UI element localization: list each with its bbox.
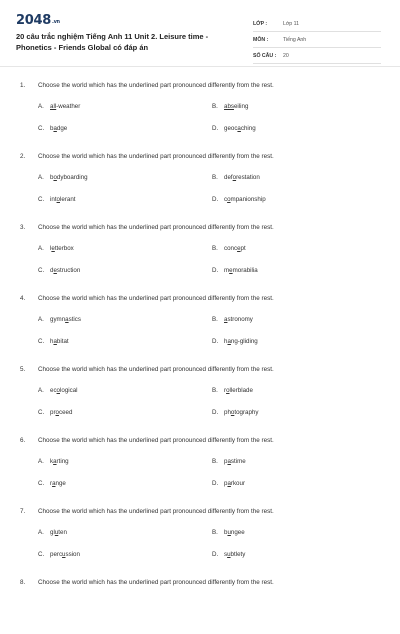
option-text-pre: b <box>50 174 54 181</box>
option-key: C. <box>38 267 45 274</box>
question-text: Choose the world which has the underlined part pronounced differently from the rest. <box>38 437 274 444</box>
option-text-pre: gymn <box>50 316 66 323</box>
question-stem <box>20 437 390 444</box>
answer-option-c[interactable] <box>38 551 80 558</box>
option-text-pre: b <box>224 529 228 536</box>
answer-option-a[interactable] <box>38 103 80 110</box>
question-list <box>0 66 400 634</box>
option-key: D. <box>212 267 219 274</box>
option-text-post: stime <box>230 458 246 465</box>
option-key: D. <box>212 125 219 132</box>
option-underlined-part: u <box>227 551 231 558</box>
option-underlined-part: a <box>52 480 56 487</box>
meta-grade-row <box>253 16 381 32</box>
answer-option-b[interactable] <box>212 316 253 323</box>
question-number: 5. <box>20 366 26 373</box>
meta-count-row <box>253 48 381 64</box>
answer-option-b[interactable] <box>212 458 246 465</box>
option-text-post: tography <box>234 409 259 416</box>
answer-option-b[interactable] <box>212 174 260 181</box>
site-logo[interactable] <box>16 13 60 28</box>
option-text-pre: int <box>50 196 57 203</box>
answer-option-c[interactable] <box>38 196 75 203</box>
option-underlined-part: o <box>55 409 59 416</box>
option-key: A. <box>38 529 44 536</box>
option-key: B. <box>212 245 218 252</box>
option-underlined-part: o <box>53 174 57 181</box>
answer-option-d[interactable] <box>212 480 245 487</box>
option-underlined-part: u <box>62 551 66 558</box>
option-text-post: dyboarding <box>56 174 88 181</box>
option-key: D. <box>212 480 219 487</box>
option-underlined-part: u <box>54 529 59 536</box>
option-underlined-part: a <box>53 125 57 132</box>
answer-option-a[interactable] <box>38 316 81 323</box>
option-text-post: -weather <box>56 103 81 110</box>
question-7 <box>0 492 400 563</box>
question-2 <box>0 137 400 208</box>
option-key: B. <box>212 387 218 394</box>
question-text: Choose the world which has the underlined part pronounced differently from the rest. <box>38 366 274 373</box>
answer-option-d[interactable] <box>212 196 266 203</box>
answer-option-b[interactable] <box>212 103 248 110</box>
option-text-post: llerblade <box>229 387 253 394</box>
answer-option-d[interactable] <box>212 409 258 416</box>
option-key: D. <box>212 338 219 345</box>
meta-count-value: 20 <box>283 52 289 59</box>
option-text-post: bitat <box>56 338 69 345</box>
question-number: 4. <box>20 295 26 302</box>
option-key: A. <box>38 245 44 252</box>
answer-option-a[interactable] <box>38 458 69 465</box>
option-underlined-part: abs <box>224 103 234 110</box>
answer-option-b[interactable] <box>212 245 246 252</box>
option-text-pre: k <box>50 458 54 465</box>
question-8 <box>0 563 400 634</box>
document-meta <box>253 16 381 64</box>
meta-count-label: SỐ CÂU : <box>253 52 277 59</box>
option-underlined-part: a <box>53 338 57 345</box>
question-4 <box>0 279 400 350</box>
option-text-pre: ec <box>50 387 57 394</box>
question-stem <box>20 295 390 302</box>
option-text-post: rting <box>56 458 69 465</box>
meta-subject-value: Tiếng Anh <box>283 36 307 43</box>
option-underlined-part: a <box>227 480 231 487</box>
option-key: B. <box>212 316 218 323</box>
meta-grade-value: Lớp 11 <box>283 20 299 27</box>
option-key: A. <box>38 458 44 465</box>
option-key: A. <box>38 316 44 323</box>
option-underlined-part: all <box>50 103 57 110</box>
option-text-pre: r <box>224 387 227 394</box>
answer-option-c[interactable] <box>38 409 72 416</box>
answer-option-a[interactable] <box>38 387 78 394</box>
option-underlined-part: o <box>230 409 235 416</box>
question-number: 3. <box>20 224 26 231</box>
option-key: A. <box>38 387 44 394</box>
option-key: C. <box>38 551 45 558</box>
question-number: 1. <box>20 82 26 89</box>
question-stem <box>20 224 390 231</box>
option-key: C. <box>38 196 45 203</box>
option-underlined-part: a <box>227 458 231 465</box>
option-underlined-part: a <box>53 458 57 465</box>
question-number: 7. <box>20 508 26 515</box>
option-key: B. <box>212 529 218 536</box>
option-text-pre: c <box>224 196 228 203</box>
option-text-pre: l <box>50 245 52 252</box>
option-underlined-part: e <box>229 267 233 274</box>
document-header <box>0 0 400 66</box>
question-text: Choose the world which has the underlined part pronounced differently from the rest. <box>38 579 274 586</box>
option-key: B. <box>212 458 218 465</box>
option-underlined-part: a <box>224 316 228 323</box>
answer-option-c[interactable] <box>38 480 66 487</box>
option-underlined-part: a <box>65 316 69 323</box>
option-text-pre: b <box>50 125 54 132</box>
option-underlined-part: o <box>227 196 231 203</box>
meta-subject-row <box>253 32 381 48</box>
option-text-post: nge <box>55 480 66 487</box>
option-text-post: rkour <box>230 480 246 487</box>
answer-option-c[interactable] <box>38 338 69 345</box>
question-text: Choose the world which has the underlined part pronounced differently from the rest. <box>38 508 274 515</box>
meta-subject-label: MÔN : <box>253 36 269 43</box>
option-text-post: ngee <box>230 529 245 536</box>
option-text-pre: perc <box>50 551 63 558</box>
option-text-post: btlety <box>230 551 246 558</box>
answer-option-c[interactable] <box>38 267 80 274</box>
answer-option-d[interactable] <box>212 338 258 345</box>
meta-grade-label: LỚP : <box>253 20 268 27</box>
answer-option-b[interactable] <box>212 529 245 536</box>
option-key: C. <box>38 409 45 416</box>
option-text-post: mpanionship <box>230 196 266 203</box>
option-text-post: stics <box>68 316 81 323</box>
question-stem <box>20 366 390 373</box>
option-key: B. <box>212 103 218 110</box>
option-key: D. <box>212 409 219 416</box>
option-underlined-part: o <box>232 174 237 181</box>
answer-option-a[interactable] <box>38 529 67 536</box>
option-text-post: ssion <box>65 551 80 558</box>
option-text-pre: pr <box>50 409 56 416</box>
option-text-post: eiling <box>233 103 249 110</box>
option-text-post: ceed <box>58 409 73 416</box>
option-underlined-part: o <box>56 387 60 394</box>
option-underlined-part: o <box>226 387 230 394</box>
question-number: 8. <box>20 579 26 586</box>
option-text-pre: s <box>224 551 228 558</box>
option-text-post: ching <box>240 125 256 132</box>
question-1 <box>0 66 400 137</box>
answer-option-d[interactable] <box>212 125 256 132</box>
option-key: B. <box>212 174 218 181</box>
answer-option-c[interactable] <box>38 125 67 132</box>
option-text-pre: conc <box>224 245 238 252</box>
option-text-pre: geoc <box>224 125 238 132</box>
option-underlined-part: e <box>51 245 55 252</box>
answer-option-b[interactable] <box>212 387 253 394</box>
logo-suffix: .vn <box>51 19 60 25</box>
option-text-post: morabilia <box>232 267 258 274</box>
option-underlined-part: u <box>227 529 231 536</box>
option-text-pre: m <box>224 267 230 274</box>
option-text-pre: def <box>224 174 233 181</box>
option-text-post: struction <box>56 267 81 274</box>
option-text-pre: h <box>50 338 54 345</box>
option-key: A. <box>38 174 44 181</box>
option-text-pre: gl <box>50 529 55 536</box>
option-text-post: dge <box>56 125 68 132</box>
question-number: 6. <box>20 437 26 444</box>
question-number: 2. <box>20 153 26 160</box>
option-text-pre: p <box>224 458 228 465</box>
option-text-post: tterbox <box>54 245 74 252</box>
option-text-post: ten <box>58 529 67 536</box>
question-text: Choose the world which has the underlined part pronounced differently from the rest. <box>38 295 274 302</box>
option-text-post: stronomy <box>227 316 253 323</box>
option-key: D. <box>212 196 219 203</box>
option-text-post: lerant <box>60 196 76 203</box>
option-text-pre: h <box>224 338 228 345</box>
option-underlined-part: e <box>237 245 241 252</box>
answer-option-a[interactable] <box>38 245 74 252</box>
option-key: D. <box>212 551 219 558</box>
option-text-post: restation <box>236 174 260 181</box>
option-text-pre: r <box>50 480 53 487</box>
option-text-pre: p <box>224 480 228 487</box>
question-6 <box>0 421 400 492</box>
question-5 <box>0 350 400 421</box>
option-underlined-part: e <box>53 267 57 274</box>
question-stem <box>20 508 390 515</box>
question-stem <box>20 579 390 586</box>
option-key: C. <box>38 338 45 345</box>
question-text: Choose the world which has the underlined part pronounced differently from the rest. <box>38 224 274 231</box>
question-text: Choose the world which has the underlined part pronounced differently from the rest. <box>38 153 274 160</box>
question-3 <box>0 208 400 279</box>
option-text-post: ng-gliding <box>230 338 258 345</box>
option-key: C. <box>38 480 45 487</box>
option-text-post: pt <box>240 245 246 252</box>
option-text-pre: ph <box>224 409 231 416</box>
answer-option-a[interactable] <box>38 174 88 181</box>
question-stem <box>20 153 390 160</box>
logo-text: 2048 <box>16 13 51 28</box>
question-text: Choose the world which has the underlined part pronounced differently from the rest. <box>38 82 274 89</box>
option-key: A. <box>38 103 44 110</box>
answer-option-d[interactable] <box>212 267 258 274</box>
option-key: C. <box>38 125 45 132</box>
answer-option-d[interactable] <box>212 551 245 558</box>
question-stem <box>20 82 390 89</box>
option-text-post: logical <box>60 387 78 394</box>
option-underlined-part: a <box>227 338 231 345</box>
document-title: 20 câu trắc nghiệm Tiếng Anh 11 Unit 2. Leisure time - Phonetics - Friends Global có đáp án <box>16 32 209 52</box>
option-underlined-part: a <box>237 125 241 132</box>
option-underlined-part: o <box>56 196 60 203</box>
option-text-pre: d <box>50 267 54 274</box>
